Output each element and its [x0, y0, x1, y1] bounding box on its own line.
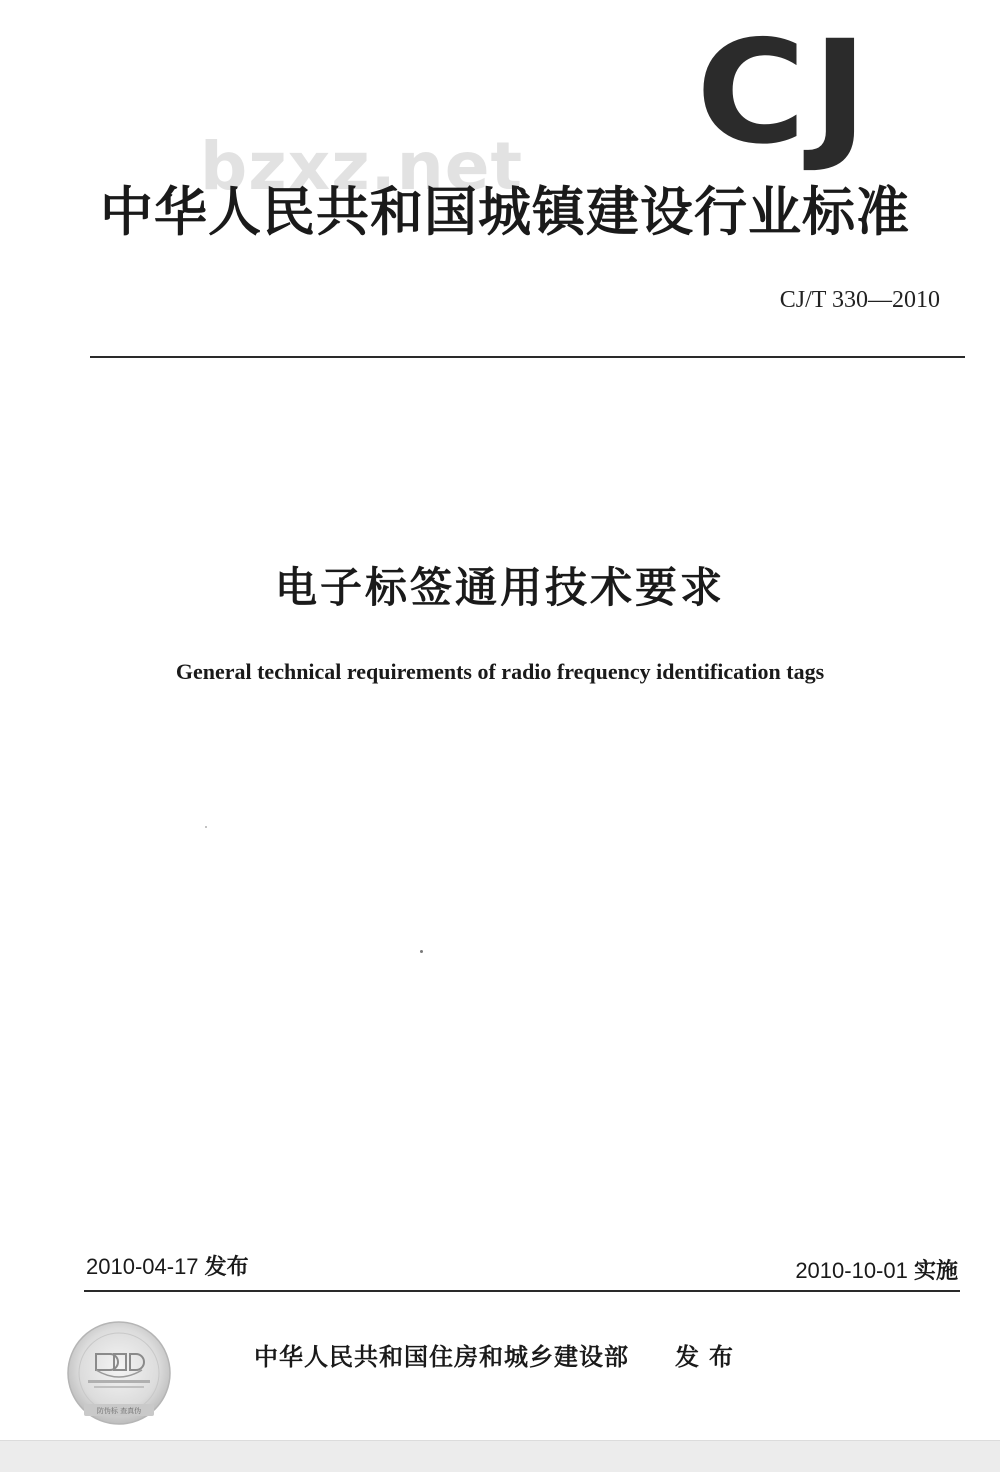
document-title-cn: 电子标签通用技术要求 [274, 563, 725, 612]
issue-date [86, 1250, 346, 1284]
anti-counterfeit-seal-icon [66, 1320, 172, 1426]
bottom-divider [84, 1290, 960, 1292]
standard-code: CJ/T 330—2010 [779, 287, 940, 313]
seal-text: 防伪标 查真伪 [96, 1407, 142, 1415]
issue-date-value: 2010-04-17 [86, 1254, 199, 1279]
impl-date-value: 2010-10-01 [795, 1258, 908, 1283]
publisher [254, 1337, 814, 1377]
publisher-name: 中华人民共和国住房和城乡建设部 [254, 1343, 629, 1371]
viewer-bottom-strip [0, 1440, 1000, 1472]
top-divider [90, 356, 965, 358]
issue-date-label: 发布 [204, 1255, 249, 1280]
document-title-en: General technical requirements of radio frequency identification tags [175, 659, 825, 684]
publish-action: 发布 [675, 1343, 743, 1371]
implementation-date [700, 1254, 958, 1288]
watermark-text: bzxz.net [200, 128, 524, 205]
standard-category-title: 中华人民共和国城镇建设行业标准 [100, 182, 910, 243]
impl-date-label: 实施 [913, 1259, 958, 1284]
print-speck [205, 826, 207, 828]
cj-logo: CJ [696, 10, 874, 176]
print-speck [420, 950, 423, 953]
